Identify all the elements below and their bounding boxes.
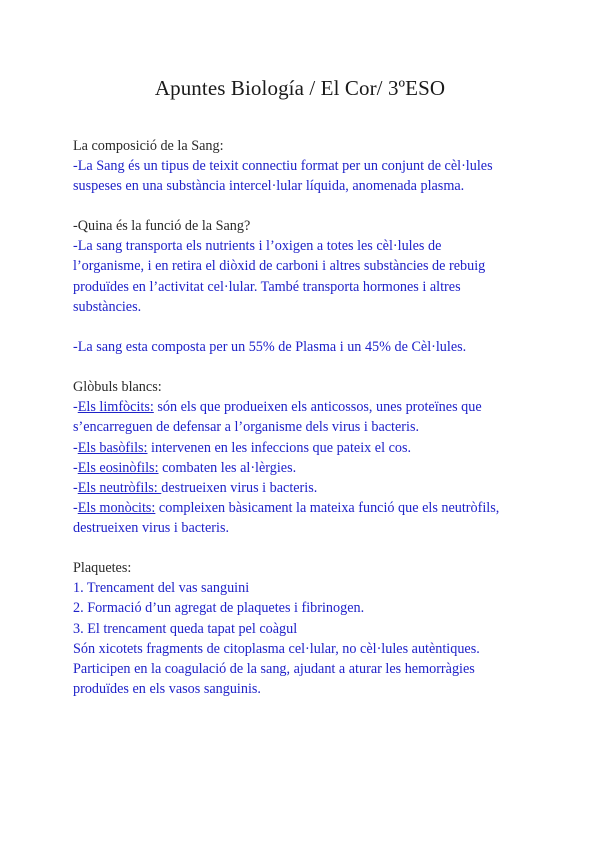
item-term: Els limfòcits: xyxy=(77,399,154,416)
item-prefix: - xyxy=(73,480,78,497)
funcio-line: l’organisme, i en retira el diòxid de carboni i altres substàncies de rebuig xyxy=(73,258,486,275)
funcio-line: substàncies. xyxy=(73,298,142,315)
item-prefix: - xyxy=(73,399,78,416)
item-term: Els basòfils: xyxy=(77,439,148,456)
item-text: combaten les al·lèrgies. xyxy=(158,459,297,476)
item-text: destrueixen virus i bacteris. xyxy=(161,480,318,497)
item-text: intervenen en les infeccions que pateix el cos. xyxy=(147,439,412,456)
composition-line: -La sang esta composta per un 55% de Plasma i un 45% de Cèl·lules. xyxy=(73,339,467,355)
composition-section xyxy=(73,337,543,357)
page-title: Apuntes Biología / El Cor/ 3ºESO xyxy=(154,76,446,100)
sang-heading: La composició de la Sang: xyxy=(73,138,224,154)
plaquetes-heading: Plaquetes: xyxy=(73,560,132,576)
plaquetes-line: 1. Trencament del vas sanguini xyxy=(73,580,250,597)
globuls-heading: Glòbuls blancs: xyxy=(73,379,162,395)
sang-section xyxy=(73,136,543,197)
item-prefix: - xyxy=(73,439,78,456)
globul-item-monocits xyxy=(73,498,543,518)
funcio-line: -La sang transporta els nutrients i l’oxigen a totes les cèl·lules de xyxy=(73,238,442,255)
plaquetes-line: Participen en la coagulació de la sang, ajudant a aturar les hemorràgies xyxy=(73,661,475,678)
globul-item-eosinofils xyxy=(73,458,543,478)
plaquetes-section xyxy=(73,558,543,699)
item-prefix: - xyxy=(73,459,78,476)
plaquetes-line: produïdes en els vasos sanguinis. xyxy=(73,681,261,698)
sang-line: suspeses en una substància intercel·lular líquida, anomenada plasma. xyxy=(73,178,465,195)
globul-item-limfocits-cont: s’encarreguen de defensar a l’organisme dels virus i bacteris. xyxy=(73,419,420,436)
item-text: són els que produeixen els anticossos, unes proteïnes que xyxy=(153,399,482,416)
globul-item-monocits-cont: destrueixen virus i bacteris. xyxy=(73,520,230,537)
item-term: Els eosinòfils: xyxy=(77,459,159,476)
item-prefix: - xyxy=(73,500,78,517)
item-text: compleixen bàsicament la mateixa funció que els neutròfils, xyxy=(155,500,500,517)
funcio-heading: -Quina és la funció de la Sang? xyxy=(73,218,251,234)
globul-item-basofils xyxy=(73,438,543,458)
globul-item-limfocits xyxy=(73,397,543,417)
item-term: Els neutròfils: xyxy=(77,480,162,497)
globuls-section xyxy=(73,377,543,539)
item-term: Els monòcits: xyxy=(77,500,156,517)
funcio-line: produïdes en l’activitat cel·lular. També transporta hormones i altres xyxy=(73,278,461,295)
plaquetes-line: 3. El trencament queda tapat pel coàgul xyxy=(73,620,298,637)
funcio-section xyxy=(73,216,543,317)
plaquetes-line: 2. Formació d’un agregat de plaquetes i fibrinogen. xyxy=(73,600,365,617)
globul-item-neutrofils xyxy=(73,478,543,498)
plaquetes-line: Són xicotets fragments de citoplasma cel·lular, no cèl·lules autèntiques. xyxy=(73,640,480,657)
sang-line: -La Sang és un tipus de teixit connectiu format per un conjunt de cèl·lules xyxy=(73,158,493,175)
